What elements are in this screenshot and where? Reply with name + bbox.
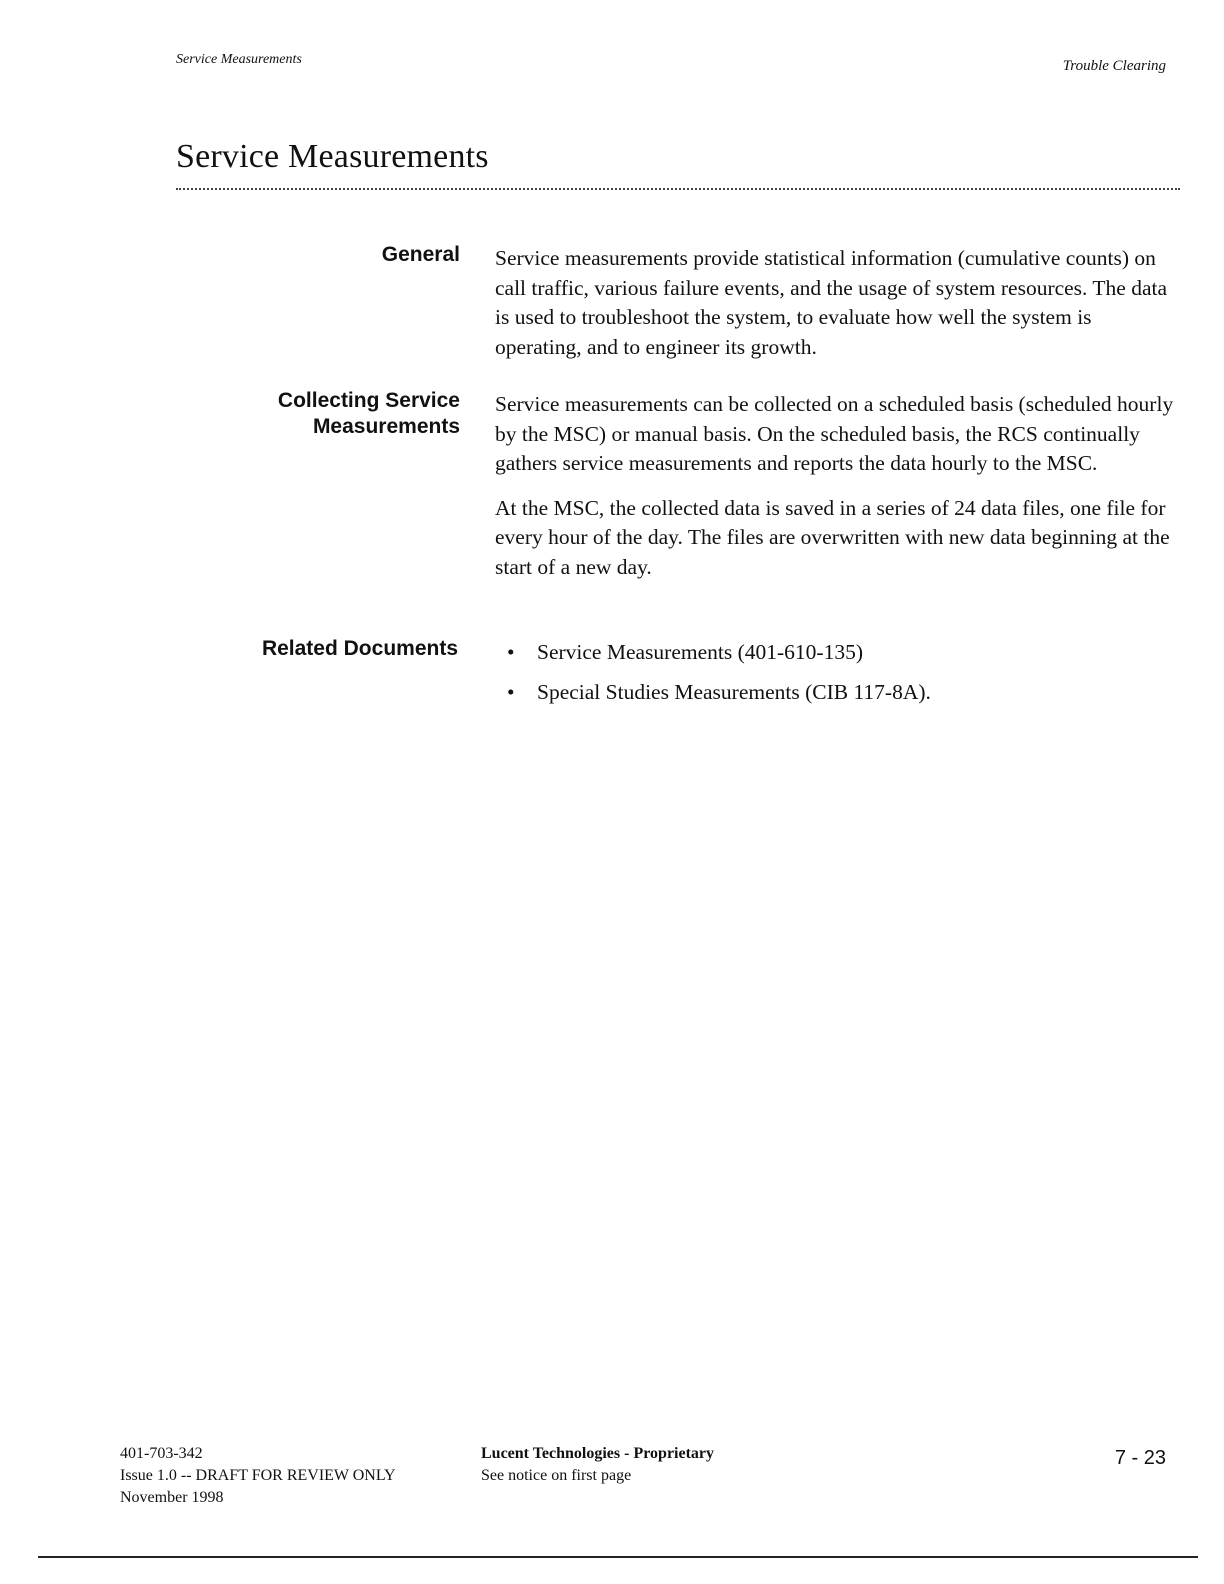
section-heading-related: Related Documents: [261, 637, 458, 660]
running-header-left: Service Measurements: [176, 52, 302, 67]
list-item: [495, 638, 1179, 668]
footer-proprietary-notice: [481, 1443, 714, 1487]
page-number: 7 - 23: [1114, 1447, 1166, 1469]
proprietary-label: Lucent Technologies - Proprietary: [481, 1445, 715, 1462]
page-title: Service Measurements: [176, 138, 489, 175]
running-header-right: Trouble Clearing: [1062, 58, 1166, 74]
section-body-general: [495, 244, 1179, 377]
related-documents-list: [495, 638, 1179, 707]
section-heading-collecting: [160, 388, 460, 440]
notice-text: See notice on first page: [481, 1467, 632, 1484]
heading-line: Collecting Service: [277, 389, 460, 412]
paragraph: At the MSC, the collected data is saved in a series of 24 data files, one file for every hour of the day. The files are overwritten with new data beginning at the start of a new day.: [495, 495, 1170, 579]
issue-date: November 1998: [120, 1489, 224, 1506]
heading-line: Measurements: [312, 415, 460, 438]
paragraph: Service measurements can be collected on a scheduled basis (scheduled hourly by the MSC) or manual basis. On the scheduled basis, the RCS continually gathers service measurements and reports the data hourly to the MSC.: [495, 392, 1174, 475]
section-body-related: [495, 638, 1179, 717]
title-divider: [176, 188, 1180, 190]
list-item-text: Special Studies Measurements (CIB 117-8A).: [537, 679, 931, 704]
list-item-text: Service Measurements (401-610-135): [537, 640, 863, 664]
document-number: 401-703-342: [120, 1445, 203, 1462]
bullet-icon: •: [507, 640, 515, 664]
list-item: [495, 678, 1179, 708]
issue-label: Issue 1.0 -- DRAFT FOR REVIEW ONLY: [120, 1467, 396, 1484]
bottom-divider: [38, 1556, 1198, 1558]
section-body-collecting: [495, 390, 1179, 597]
footer-document-info: [120, 1443, 396, 1509]
section-heading-general: General: [381, 243, 460, 266]
bullet-icon: •: [507, 679, 515, 704]
paragraph: Service measurements provide statistical information (cumulative counts) on call traffic, various failure events, and the usage of system resources. The data is used to troubleshoot the system, to evaluate how well the system is operating, and to engineer its growth.: [495, 246, 1168, 359]
